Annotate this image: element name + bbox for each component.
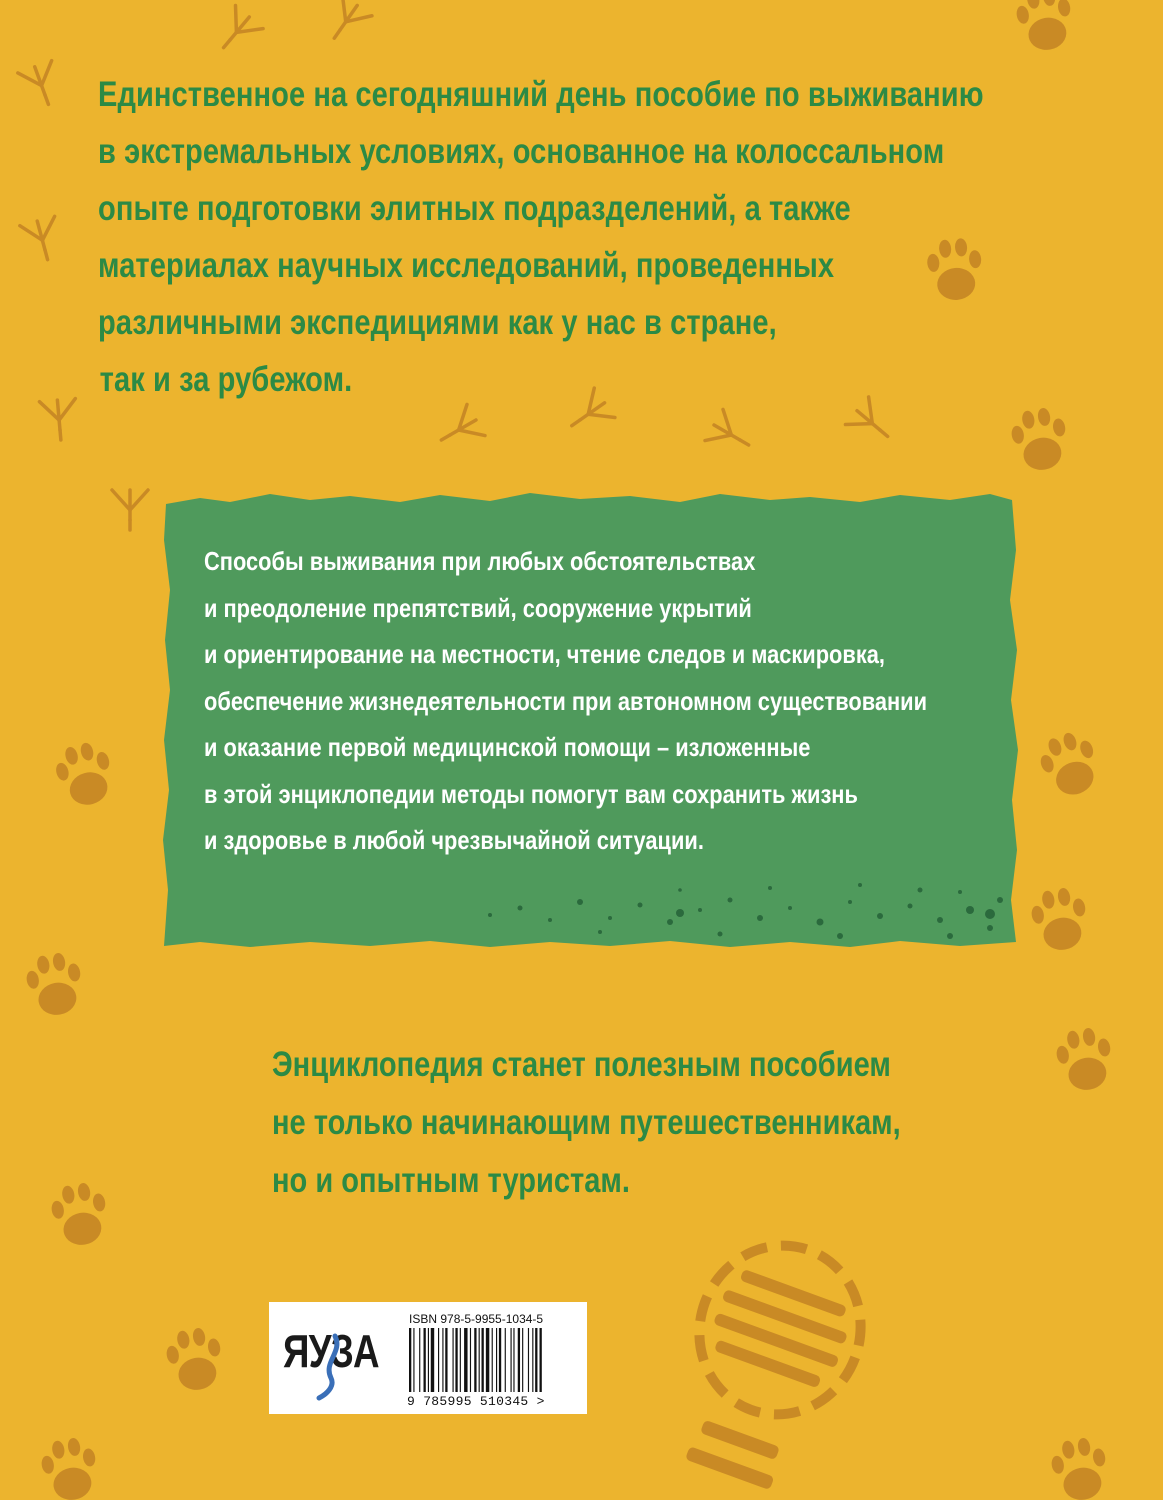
outro-line: не только начинающим путешественникам,: [272, 1103, 901, 1142]
boot-print-icon: [652, 1223, 884, 1500]
intro-line: материалах научных исследований, проведенных: [98, 246, 835, 285]
intro-line: так и за рубежом.: [99, 360, 353, 399]
publisher-logo: ЯУЗА: [283, 1325, 379, 1377]
intro-line: Единственное на сегодняшний день пособие по выживанию: [98, 75, 984, 114]
outro-line: Энциклопедия станет полезным пособием: [272, 1045, 891, 1084]
isbn-text: ISBN 978-5-9955-1034-5: [409, 1312, 544, 1326]
logo-swoosh-icon: [313, 1332, 353, 1402]
panel-line: и оказание первой медицинской помощи – изложенные: [204, 732, 811, 762]
panel-line: и здоровье в любой чрезвычайной ситуации.: [204, 825, 704, 855]
barcode-icon: [409, 1328, 581, 1392]
barcode-label: [269, 1302, 587, 1414]
intro-text: [98, 66, 984, 408]
ean-digits: 9 785995 510345 >: [407, 1394, 545, 1409]
panel-line: и преодоление препятствий, сооружение укрытий: [204, 592, 752, 623]
intro-line: различными экспедициями как у нас в стране,: [98, 303, 777, 342]
panel-line: Способы выживания при любых обстоятельствах: [204, 546, 756, 576]
outro-text: [272, 1036, 1019, 1210]
panel-line: обеспечение жизнедеятельности при автономном существовании: [204, 685, 928, 716]
intro-line: в экстремальных условиях, основанное на колоссальном: [98, 132, 945, 171]
panel-line: и ориентирование на местности, чтение следов и маскировка,: [204, 639, 885, 669]
panel-text: [204, 538, 960, 864]
green-panel: [160, 490, 1020, 950]
panel-line: в этой энциклопедии методы помогут вам сохранить жизнь: [204, 778, 858, 809]
outro-line: но и опытным туристам.: [272, 1161, 630, 1200]
intro-line: опыте подготовки элитных подразделений, а также: [98, 189, 851, 228]
